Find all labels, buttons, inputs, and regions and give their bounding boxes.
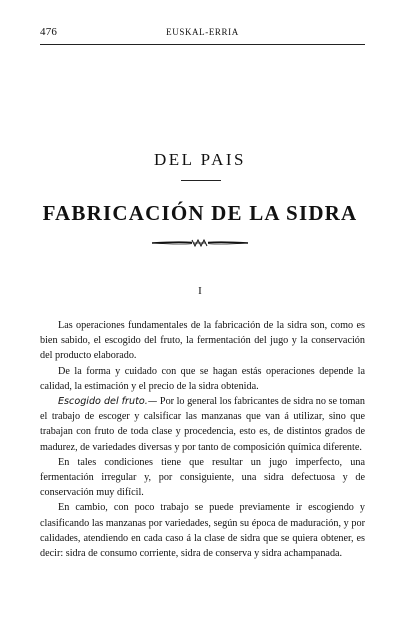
body-text	[40, 318, 365, 561]
paragraph-text: De la forma y cuidado con que se hagan estás operaciones depende la calidad, la estimación y el precio de la sidra obtenida.	[40, 365, 365, 392]
section-divider	[181, 180, 221, 181]
paragraph	[40, 318, 365, 364]
ornamental-divider	[150, 236, 250, 250]
page-number: 476	[40, 26, 58, 38]
article-title: FABRICACIÓN DE LA SIDRA	[42, 201, 358, 225]
paragraph	[40, 455, 365, 501]
paragraph-text: Por lo general los fabricantes de sidra no se toman el trabajo de escoger y calsificar las manzanas que van á utilizar, sino que trabajan con fruto de toda clase y procedencia, esto es, de distintos grados de madurez, de variedades diversas y por tanto de composición química diferente.	[40, 396, 366, 453]
section-lead-in: Escogido del fruto.—	[58, 396, 158, 408]
paragraph	[40, 500, 365, 561]
paragraph-text: En tales condiciones tiene que resultar un jugo imperfecto, una fermentación irregular y, por consiguiente, una sidra defectuosa y de conservación muy difícil.	[40, 456, 365, 499]
chapter-number: I	[198, 285, 202, 297]
header-rule	[40, 44, 365, 45]
paragraph	[40, 394, 365, 455]
running-head	[40, 26, 365, 42]
paragraph-text: En cambio, con poco trabajo se puede previamente ir escogiendo y clasificando las manzanas por variedades, según su época de maduración, y por calidades, atendiendo en cada caso á la clase de sidra que se quiera obtener, es decir: sidra de consumo corriente, sidra de conserva y sidra achampanada.	[40, 502, 365, 560]
paragraph-text: Las operaciones fundamentales de la fabricación de la sidra son, como es bien sabido, el escogido del fruto, la fermentación del jugo y la conservación del producto elaborado.	[40, 320, 365, 362]
paragraph	[40, 364, 365, 394]
journal-name: EUSKAL-ERRIA	[166, 27, 239, 37]
section-title: DEL PAIS	[154, 150, 246, 169]
